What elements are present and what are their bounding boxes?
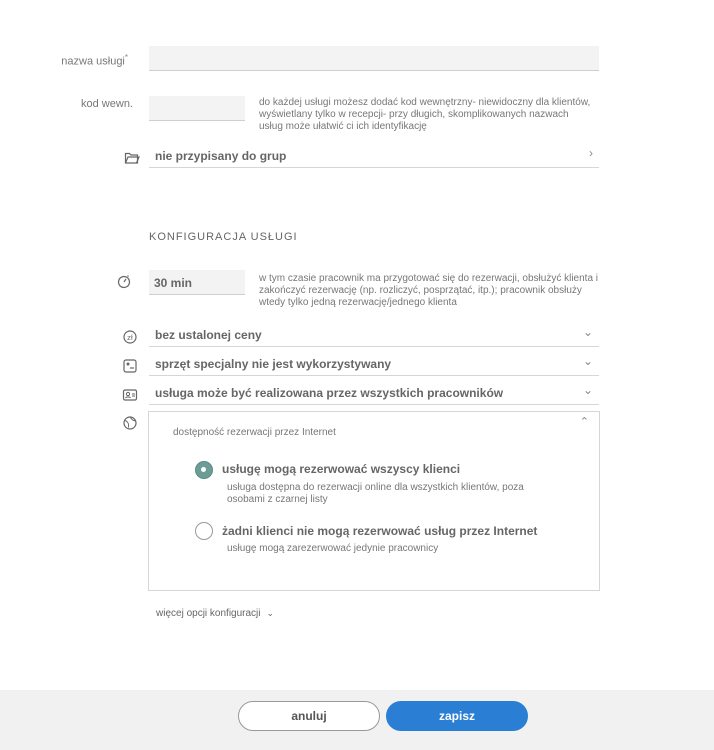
svg-text:zł: zł xyxy=(127,334,133,342)
price-label: bez ustalonej ceny xyxy=(155,328,262,342)
internal-code-input[interactable] xyxy=(149,96,245,121)
chevron-down-icon: ⌄ xyxy=(582,325,593,339)
online-availability-panel xyxy=(148,411,600,591)
staff-selector[interactable] xyxy=(149,381,599,405)
duration-input[interactable] xyxy=(149,270,245,295)
globe-icon xyxy=(122,415,138,431)
footer-bar xyxy=(0,690,714,750)
folder-icon xyxy=(124,150,140,166)
radio-no-clients[interactable] xyxy=(195,522,213,540)
more-options-toggle[interactable] xyxy=(156,608,274,619)
chevron-down-icon: ⌄ xyxy=(582,354,593,368)
more-options-label: więcej opcji konfiguracji xyxy=(156,608,261,619)
staff-icon xyxy=(122,387,138,403)
option-no-clients-title[interactable]: żadni klienci nie mogą rezerwować usług przez Internet xyxy=(222,524,538,538)
equipment-label: sprzęt specjalny nie jest wykorzystywany xyxy=(155,357,392,371)
group-label: nie przypisany do grup xyxy=(155,149,287,163)
service-name-label-text: nazwa usługi xyxy=(61,55,125,68)
chevron-up-icon[interactable]: ⌃ xyxy=(579,416,589,428)
equipment-selector[interactable] xyxy=(149,352,599,376)
chevron-down-icon: ⌄ xyxy=(266,608,275,618)
equipment-icon xyxy=(122,358,138,374)
cancel-button[interactable]: anuluj xyxy=(238,701,380,731)
online-availability-title: dostępność rezerwacji przez Internet xyxy=(173,427,336,438)
duration-help: w tym czasie pracownik ma przygotować się do rezerwacji, obsłużyć klienta i zakończyć rezerwację (np. rozliczyć, posprzątać, itp.); pracownik obsłuży wtedy tylko jedną rezerwację/jednego klienta xyxy=(259,273,599,308)
price-icon xyxy=(122,329,138,345)
staff-label: usługa może być realizowana przez wszystkich pracowników xyxy=(155,386,504,400)
required-mark: * xyxy=(124,53,128,62)
option-all-clients-title[interactable]: usługę mogą rezerwować wszyscy klienci xyxy=(222,462,461,476)
section-title: KONFIGURACJA USŁUGI xyxy=(149,231,298,243)
chevron-down-icon: ⌄ xyxy=(582,383,593,397)
price-selector[interactable] xyxy=(149,323,599,347)
option-all-clients-desc: usługa dostępna do rezerwacji online dla wszystkich klientów, poza osobami z czarnej listy xyxy=(227,482,524,505)
option-no-clients-desc: usługę mogą zarezerwować jedynie pracownicy xyxy=(227,543,439,554)
radio-all-clients[interactable] xyxy=(195,461,213,479)
duration-value: 30 min xyxy=(154,276,193,290)
internal-code-help: do każdej usługi możesz dodać kod wewnętrzny- niewidoczny dla klientów, wyświetlany tylko w recepcji- przy długich, skomplikowanych nazwach usług może ułatwić ci ich identyfikację xyxy=(259,97,591,132)
save-button[interactable]: zapisz xyxy=(386,701,528,731)
stopwatch-icon xyxy=(116,273,132,289)
group-selector[interactable] xyxy=(149,144,599,168)
chevron-right-icon: › xyxy=(589,146,593,160)
service-name-label xyxy=(40,53,128,68)
service-name-input[interactable] xyxy=(149,46,599,71)
internal-code-label: kod wewn. xyxy=(81,98,133,110)
